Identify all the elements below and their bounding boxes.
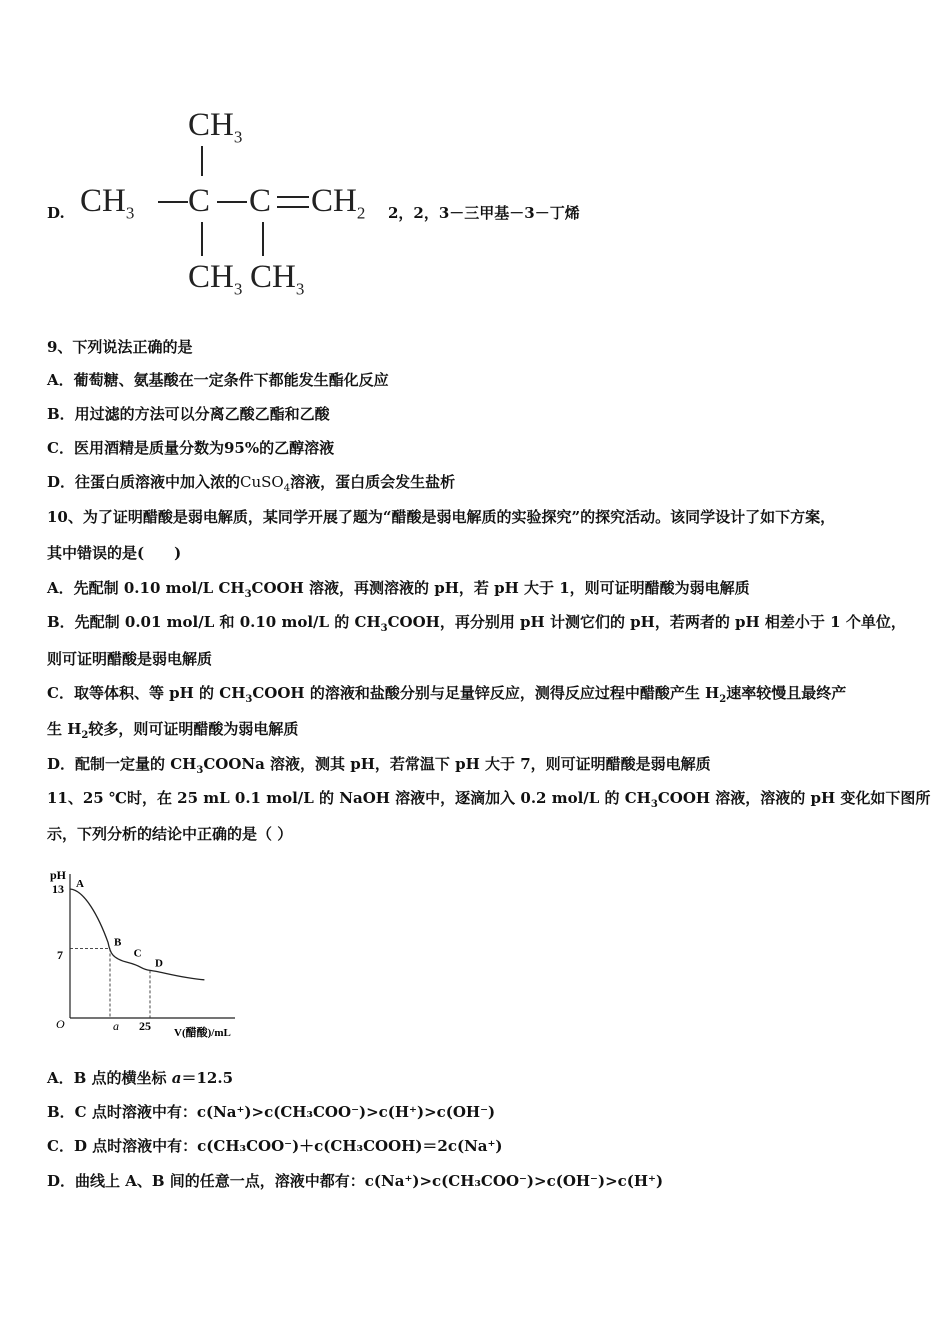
structural-formula bbox=[75, 100, 395, 300]
point-label-c: C bbox=[133, 947, 142, 960]
atom-c2: C bbox=[188, 183, 211, 219]
bond-bottom-c2 bbox=[201, 222, 203, 256]
atom-left-ch3: $CH_3$ bbox=[80, 183, 135, 223]
x-tick-25: 25 bbox=[139, 1019, 151, 1033]
atom-ch2: $CH_2$ bbox=[311, 183, 366, 223]
q10-stem-line2: 其中错误的是( ) bbox=[47, 544, 182, 562]
x-tick-a: a bbox=[113, 1019, 119, 1033]
ph-titration-chart bbox=[40, 862, 270, 1047]
bond-left bbox=[158, 201, 188, 203]
q10-option-a: A．先配制 0.10 mol/L $CH_3COOH$ 溶液，再测溶液的 pH，若 pH 大于 1，则可证明醋酸为弱电解质 bbox=[47, 579, 750, 600]
point-label-b: B bbox=[114, 936, 122, 949]
atom-bottom-ch3-b: $CH_3$ bbox=[250, 259, 305, 299]
x-axis-label: V(醋酸)/mL bbox=[174, 1027, 231, 1039]
q9-option-c: C．医用酒精是质量分数为95%的乙醇溶液 bbox=[47, 439, 335, 457]
q11-stem-line1: 11、25 ℃时，在 25 mL 0.1 mol/L 的 NaOH 溶液中，逐滴加入 0.2 mol/L 的 $CH_3COOH$ 溶液，溶液的 pH 变化如下图所 bbox=[47, 789, 931, 810]
double-bond-line-1 bbox=[277, 196, 309, 198]
q10-option-c: C．取等体积、等 pH 的 $CH_3COOH$ 的溶液和盐酸分别与足量锌反应，测得反应过程中醋酸产生 $H_2$速率较慢且最终产 bbox=[47, 684, 847, 705]
origin-label: O bbox=[56, 1017, 65, 1031]
q9-option-b: B．用过滤的方法可以分离乙酸乙酯和乙酸 bbox=[47, 405, 330, 423]
atom-bottom-ch3-a: $CH_3$ bbox=[188, 259, 243, 299]
q9-stem: 9、下列说法正确的是 bbox=[47, 338, 193, 356]
q10-option-b-cont: 则可证明醋酸是弱电解质 bbox=[47, 650, 213, 668]
q9-option-a: A．葡萄糖、氨基酸在一定条件下都能发生酯化反应 bbox=[47, 371, 389, 389]
q9-option-d: D．往蛋白质溶液中加入浓的CuSO$_4$溶液，蛋白质会发生盐析 bbox=[47, 473, 456, 494]
q10-option-d: D．配制一定量的 $CH_3COONa$ 溶液，测其 pH，若常温下 pH 大于 7，则可证明醋酸是弱电解质 bbox=[47, 755, 711, 776]
q11-option-c: C．D 点时溶液中有：c(CH₃COO⁻)＋c(CH₃COOH)＝2c(Na⁺) bbox=[47, 1137, 503, 1155]
atom-top-ch3: $CH_3$ bbox=[188, 107, 243, 147]
q11-option-a: A．B 点的横坐标 a＝12.5 bbox=[47, 1069, 234, 1087]
bond-bottom-c3 bbox=[262, 222, 264, 256]
q11-option-b: B．C 点时溶液中有：c(Na⁺)>c(CH₃COO⁻)>c(H⁺)>c(OH⁻) bbox=[47, 1103, 496, 1121]
y-tick-7: 7 bbox=[57, 948, 63, 962]
y-tick-13: 13 bbox=[52, 882, 64, 896]
point-label-d: D bbox=[155, 957, 163, 970]
ph-curve bbox=[70, 889, 204, 980]
y-axis-label: pH bbox=[50, 868, 67, 882]
atom-c3: C bbox=[249, 183, 272, 219]
q10-option-c-cont: 生 $H_2$较多，则可证明醋酸为弱电解质 bbox=[47, 720, 299, 741]
double-bond-line-2 bbox=[277, 206, 309, 208]
q10-option-b: B．先配制 0.01 mol/L 和 0.10 mol/L 的 $CH_3COOH$，再分别用 pH 计测它们的 pH，若两者的 pH 相差小于 1 个单位， bbox=[47, 613, 906, 634]
option-d-name: 2，2，3－三甲基－3－丁烯 bbox=[388, 204, 580, 222]
bond-c2-c3 bbox=[217, 201, 247, 203]
q11-stem-line2: 示，下列分析的结论中正确的是（ ） bbox=[47, 825, 293, 843]
bond-top bbox=[201, 146, 203, 176]
point-label-a: A bbox=[76, 878, 84, 890]
option-d-label: D. bbox=[47, 204, 65, 222]
q10-stem-line1: 10、为了证明醋酸是弱电解质，某同学开展了题为“醋酸是弱电解质的实验探究”的探究活动。该同学设计了如下方案， bbox=[47, 508, 836, 526]
q11-option-d: D．曲线上 A、B 间的任意一点，溶液中都有：c(Na⁺)>c(CH₃COO⁻)>c(OH⁻)>c(H⁺) bbox=[47, 1172, 664, 1190]
